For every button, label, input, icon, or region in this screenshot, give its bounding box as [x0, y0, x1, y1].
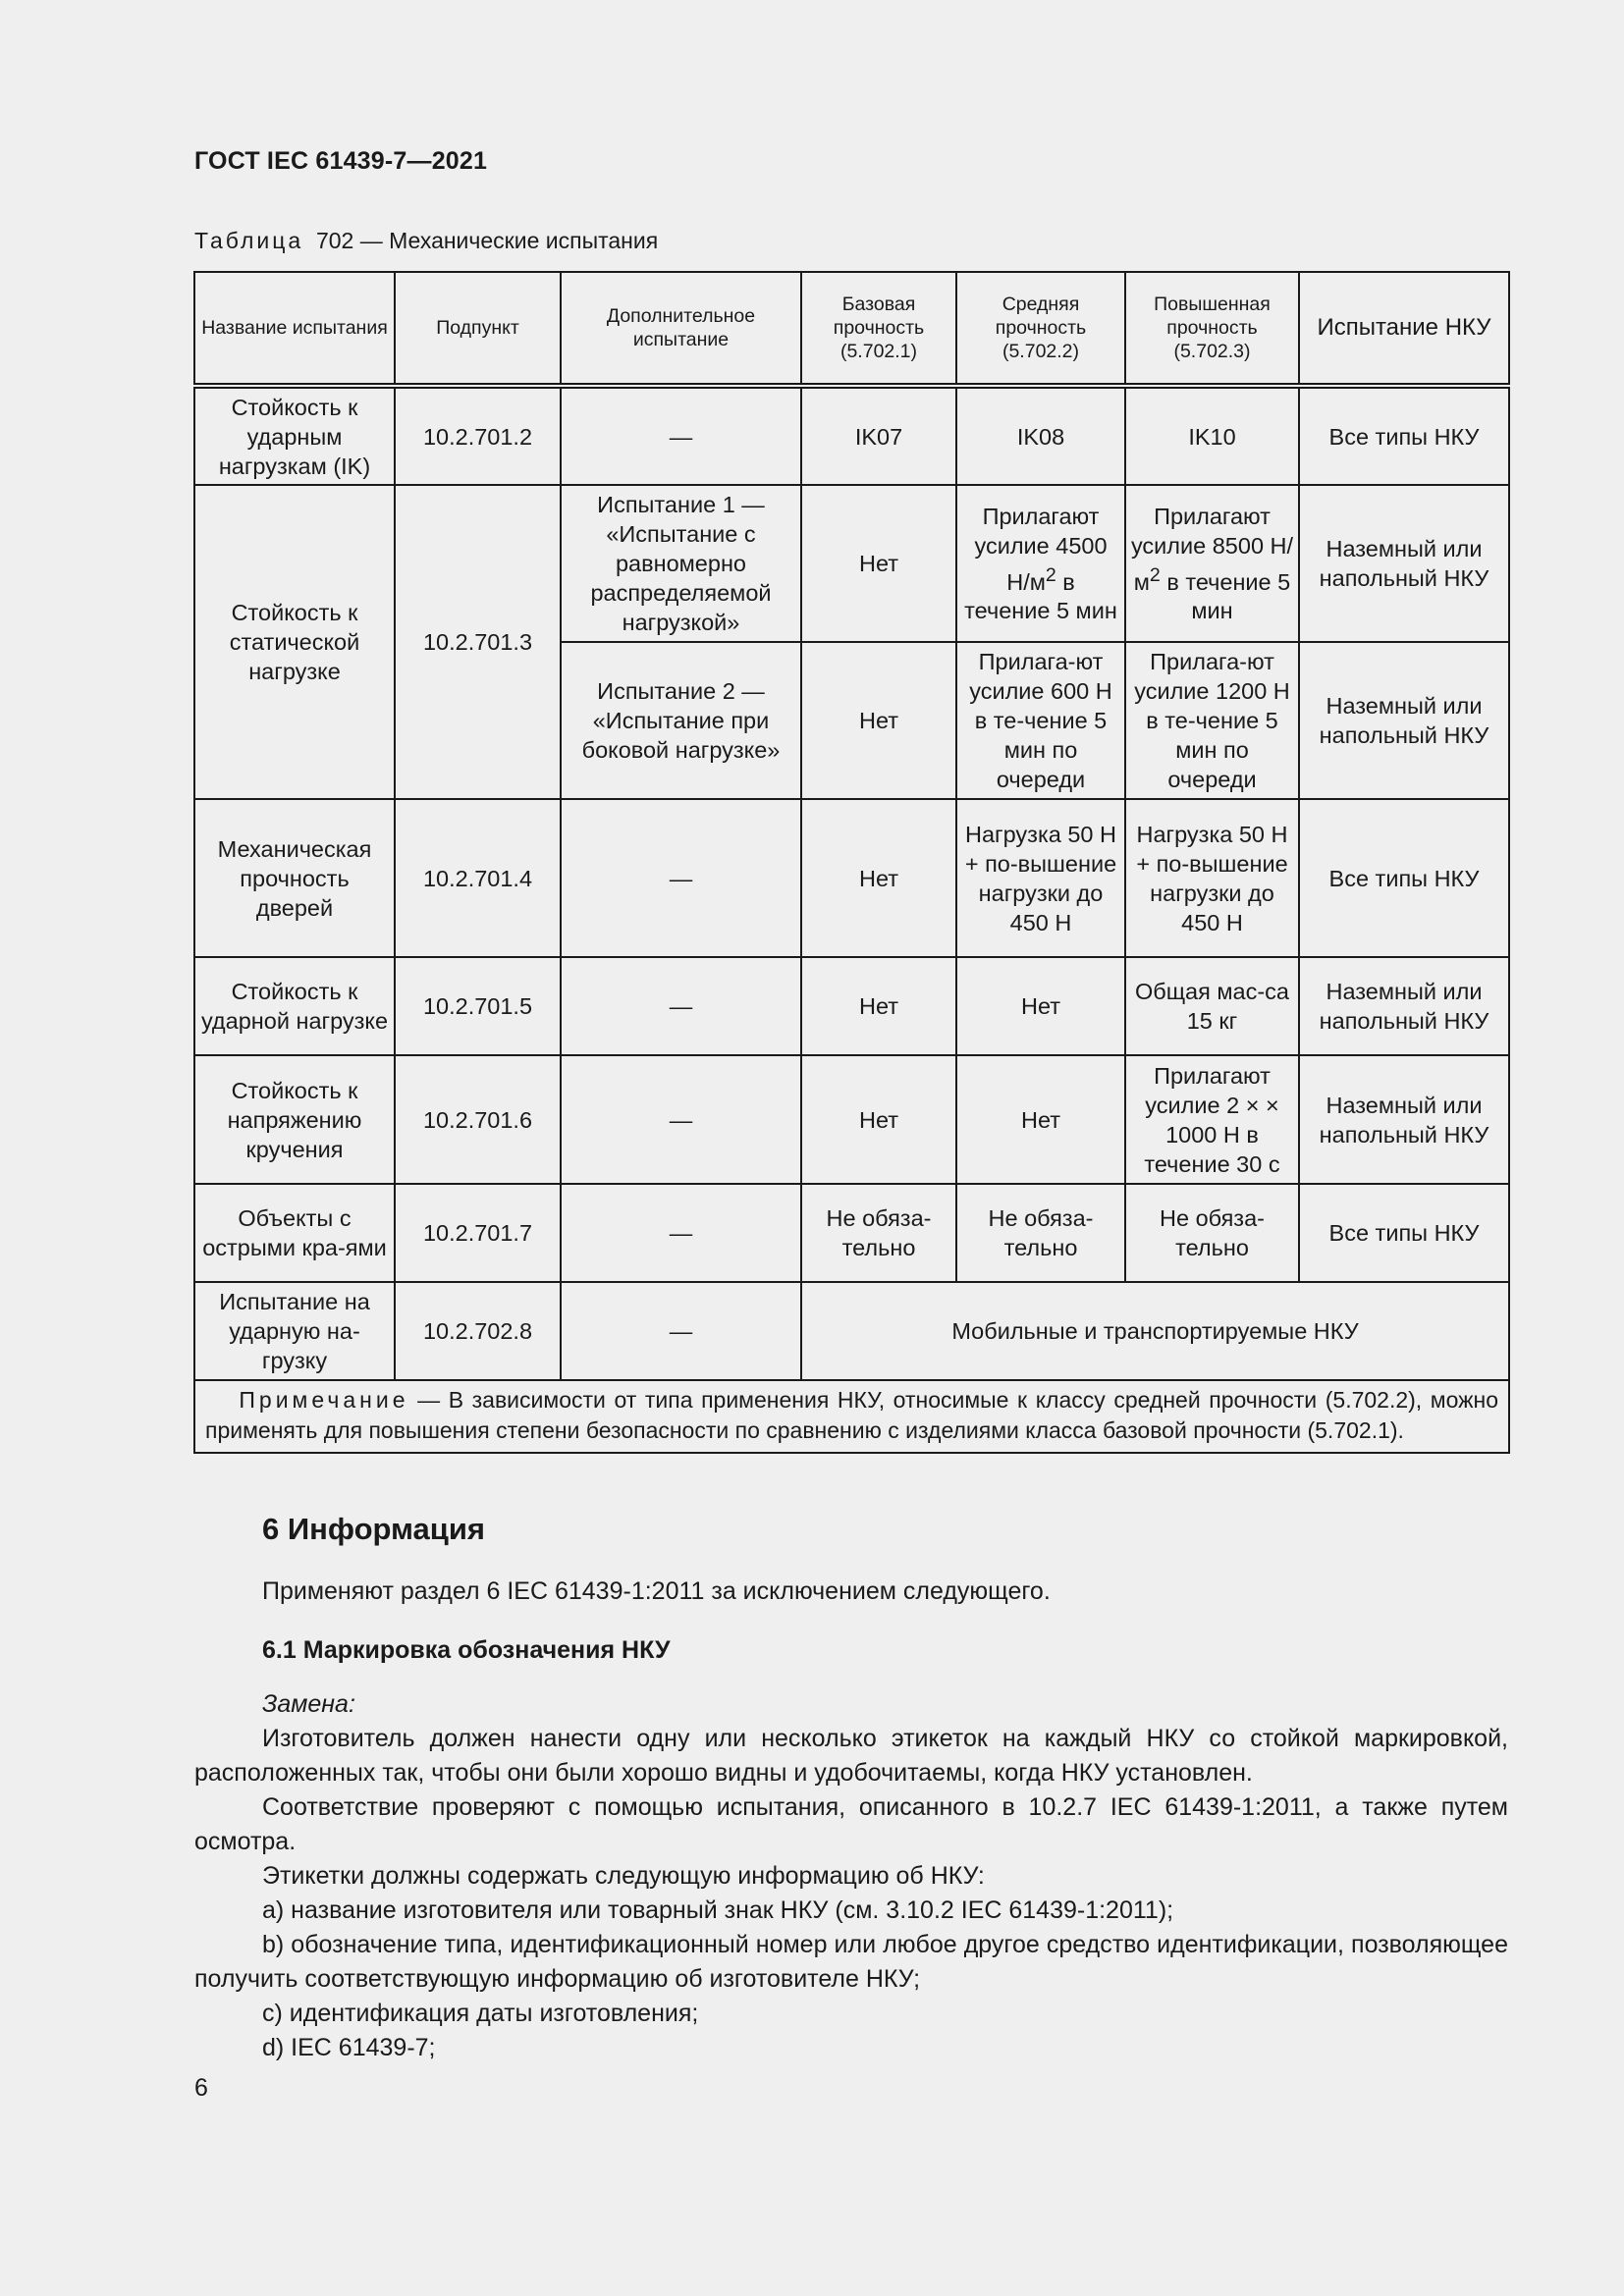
cell-assembly-test: Наземный или напольный НКУ [1299, 485, 1509, 642]
cell-assembly-test: Наземный или напольный НКУ [1299, 642, 1509, 799]
cell-assembly-test: Наземный или напольный НКУ [1299, 957, 1509, 1055]
cell-medium: Нет [956, 957, 1125, 1055]
column-header: Повышенная прочность (5.702.3) [1125, 272, 1299, 386]
cell-test-name: Стойкость к напряжению кручения [194, 1055, 395, 1184]
cell-base: Нет [801, 799, 956, 957]
replacement-label-text: Замена: [262, 1690, 355, 1718]
cell-clause: 10.2.702.8 [395, 1282, 561, 1380]
cell-high: IK10 [1125, 386, 1299, 485]
column-header: Название испытания [194, 272, 395, 386]
cell-high: Прилага-ют усилие 1200 Н в те-чение 5 мин по очереди [1125, 642, 1299, 799]
cell-medium: Не обяза-тельно [956, 1184, 1125, 1282]
replacement-label [194, 1687, 1508, 1722]
cell-high: Нагрузка 50 Н + по-вышение нагрузки до 450 Н [1125, 799, 1299, 957]
table-row [194, 485, 1509, 642]
cell-extra-test: — [561, 1282, 801, 1380]
column-header: Подпункт [395, 272, 561, 386]
paragraph-text: Этикетки должны содержать следующую информацию об НКУ: [262, 1862, 985, 1890]
cell-clause: 10.2.701.7 [395, 1184, 561, 1282]
medium-text-end: в течение 5 мин [964, 568, 1117, 624]
cell-test-name: Стойкость к ударной нагрузке [194, 957, 395, 1055]
table-caption-label: Таблица [194, 228, 304, 253]
cell-high [1125, 485, 1299, 642]
cell-high: Не обяза-тельно [1125, 1184, 1299, 1282]
paragraph-text: Изготовитель должен нанести одну или несколько этикеток на каждый НКУ со стойкой маркировкой, расположенных так, чтобы они были хорошо видны и удобочитаемы, когда НКУ установлен. [194, 1725, 1508, 1787]
cell-test-name: Объекты с острыми кра-ями [194, 1184, 395, 1282]
cell-medium: Нет [956, 1055, 1125, 1184]
cell-medium: Прилага-ют усилие 600 Н в те-чение 5 мин по очереди [956, 642, 1125, 799]
medium-text: Прилагают усилие 4500 Н/м [974, 503, 1108, 595]
cell-clause: 10.2.701.3 [395, 485, 561, 799]
cell-extra-test: — [561, 1184, 801, 1282]
table-caption-title: 702 — Механические испытания [315, 228, 659, 253]
cell-medium: Нагрузка 50 Н + по-вышение нагрузки до 450 Н [956, 799, 1125, 957]
paragraph [194, 1859, 1508, 1894]
cell-extra-test: Испытание 2 — «Испытание при боковой нагрузке» [561, 642, 801, 799]
cell-base: Не обяза-тельно [801, 1184, 956, 1282]
cell-merged-applicability: Мобильные и транспортируемые НКУ [801, 1282, 1509, 1380]
subsection-title-text: 6.1 Маркировка обозначения НКУ [262, 1636, 671, 1664]
table-row [194, 799, 1509, 957]
cell-base: Нет [801, 485, 956, 642]
list-item-text: a) название изготовителя или товарный знак НКУ (см. 3.10.2 IEC 61439-1:2011); [262, 1896, 1174, 1924]
cell-extra-test: — [561, 386, 801, 485]
table-row [194, 957, 1509, 1055]
note-text: — В зависимости от типа применения НКУ, относимые к классу средней прочности (5.702.2), можно применять для повышения степени безопасности по сравнению с изделиями класса базовой прочности (5.702.1). [205, 1387, 1499, 1443]
column-header: Средняя прочность (5.702.2) [956, 272, 1125, 386]
table-header-row [194, 272, 1509, 386]
cell-assembly-test: Все типы НКУ [1299, 386, 1509, 485]
table-caption [194, 228, 658, 254]
medium-superscript: 2 [1045, 563, 1056, 586]
cell-extra-test: Испытание 1 — «Испытание с равномерно распределяемой нагрузкой» [561, 485, 801, 642]
cell-extra-test: — [561, 1055, 801, 1184]
list-item [194, 2031, 1508, 2065]
cell-clause: 10.2.701.5 [395, 957, 561, 1055]
paragraph [194, 1790, 1508, 1859]
cell-test-name: Стойкость к статической нагрузке [194, 485, 395, 799]
list-item-text: c) идентификация даты изготовления; [262, 2000, 699, 2027]
cell-medium [956, 485, 1125, 642]
cell-test-name: Механическая прочность дверей [194, 799, 395, 957]
cell-base: Нет [801, 1055, 956, 1184]
mechanical-tests-table [193, 271, 1510, 1454]
cell-clause: 10.2.701.4 [395, 799, 561, 957]
table-row [194, 1184, 1509, 1282]
list-item-text: b) обозначение типа, идентификационный номер или любое другое средство идентификации, позволяющее получить соответствующую информацию об изготовителе НКУ; [194, 1931, 1508, 1993]
cell-test-name: Стойкость к ударным нагрузкам (IK) [194, 386, 395, 485]
cell-base: Нет [801, 642, 956, 799]
table-row [194, 386, 1509, 485]
cell-clause: 10.2.701.6 [395, 1055, 561, 1184]
column-header: Дополнительное испытание [561, 272, 801, 386]
column-header: Испытание НКУ [1299, 272, 1509, 386]
cell-extra-test: — [561, 799, 801, 957]
paragraph-text: Соответствие проверяют с помощью испытания, описанного в 10.2.7 IEC 61439-1:2011, а также путем осмотра. [194, 1793, 1508, 1855]
document-header: ГОСТ IEC 61439-7—2021 [194, 147, 488, 175]
cell-assembly-test: Все типы НКУ [1299, 1184, 1509, 1282]
cell-base: IK07 [801, 386, 956, 485]
high-text-end: в течение 5 мин [1160, 568, 1291, 624]
list-item-text: d) IEC 61439-7; [262, 2034, 436, 2061]
cell-extra-test: — [561, 957, 801, 1055]
list-item [194, 1894, 1508, 1928]
page-number: 6 [194, 2074, 208, 2102]
section-intro-text: Применяют раздел 6 IEC 61439-1:2011 за исключением следующего. [262, 1577, 1051, 1605]
table-note-row [194, 1380, 1509, 1453]
list-item [194, 1928, 1508, 1997]
high-superscript: 2 [1149, 563, 1161, 586]
section-title: 6 Информация [262, 1512, 486, 1546]
paragraph [194, 1722, 1508, 1790]
cell-high: Прилагают усилие 2 × × 1000 Н в течение 30 с [1125, 1055, 1299, 1184]
cell-assembly-test: Все типы НКУ [1299, 799, 1509, 957]
table-row [194, 1055, 1509, 1184]
list-item [194, 1997, 1508, 2031]
high-text: Прилагают усилие 8500 Н/м [1130, 503, 1294, 595]
section-intro [194, 1575, 1508, 1609]
cell-medium: IK08 [956, 386, 1125, 485]
cell-base: Нет [801, 957, 956, 1055]
column-header: Базовая прочность (5.702.1) [801, 272, 956, 386]
cell-clause: 10.2.701.2 [395, 386, 561, 485]
cell-assembly-test: Наземный или напольный НКУ [1299, 1055, 1509, 1184]
table-row [194, 1282, 1509, 1380]
cell-test-name: Испытание на ударную на-грузку [194, 1282, 395, 1380]
table-note [194, 1380, 1509, 1453]
note-label: Примечание [239, 1387, 409, 1413]
cell-high: Общая мас-са 15 кг [1125, 957, 1299, 1055]
subsection-title [194, 1633, 1508, 1668]
